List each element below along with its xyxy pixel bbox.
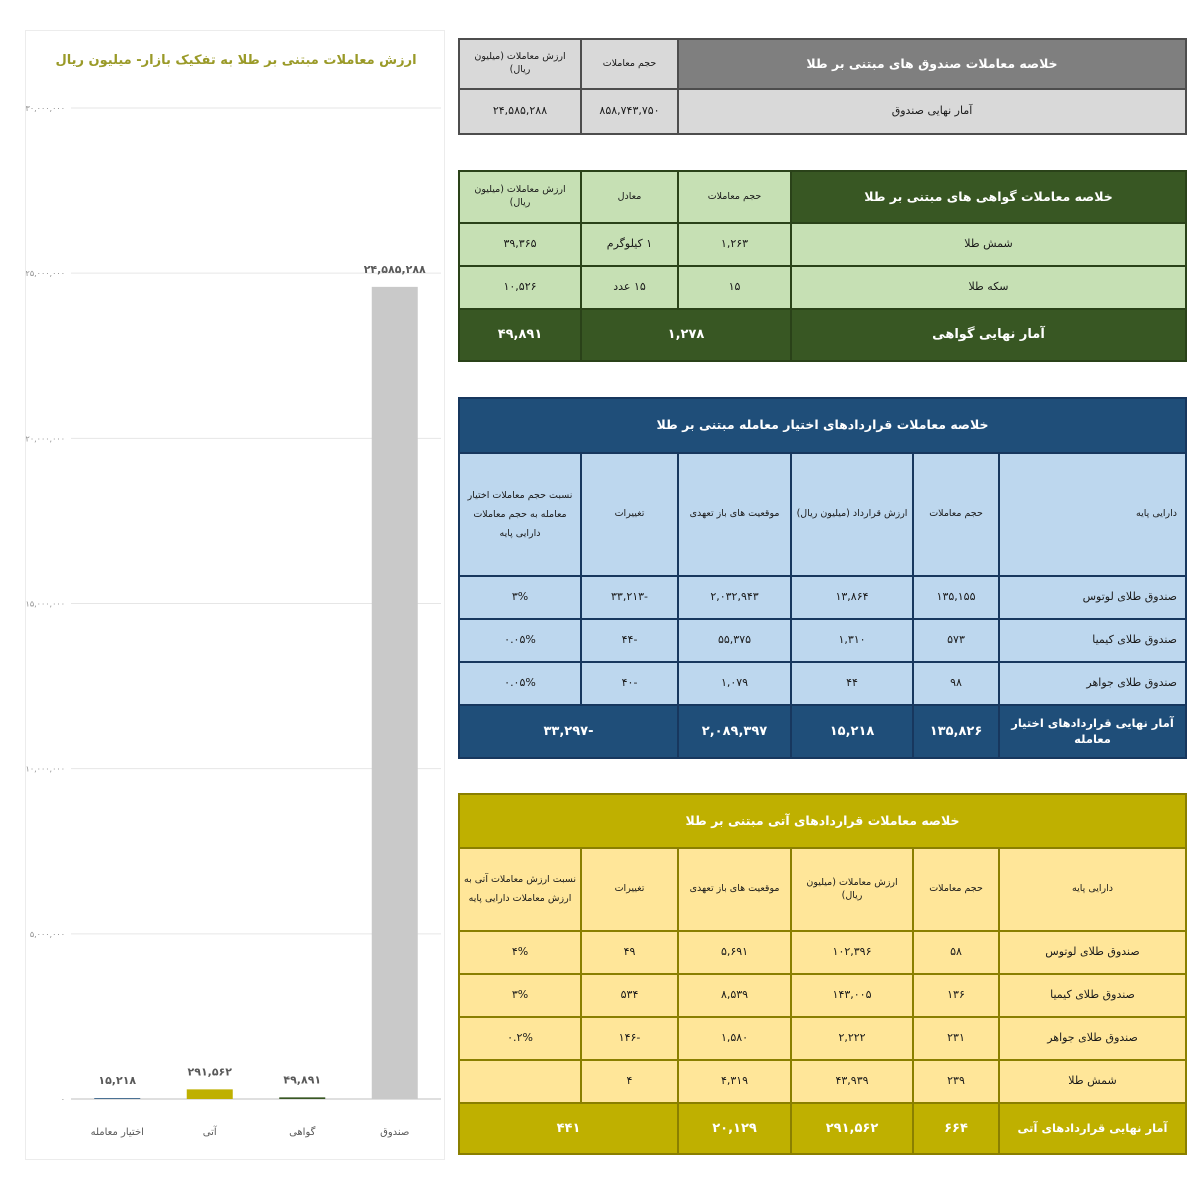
futures-summary-title: خلاصه معاملات قراردادهای آتی مبتنی بر طلا [459, 794, 1186, 848]
changes-cell: ۵۳۴ [581, 974, 678, 1017]
value-header: ارزش قرارداد (میلیون ریال) [791, 453, 913, 576]
total-volume: ۱,۲۷۸ [581, 309, 791, 361]
row-label: آمار نهایی صندوق [678, 89, 1186, 134]
total-value: ۲۹۱,۵۶۲ [791, 1103, 913, 1154]
row-label: سکه طلا [791, 266, 1186, 309]
volume-cell: ۱,۲۶۳ [678, 223, 791, 266]
volume-header: حجم معاملات [913, 453, 999, 576]
open-positions-cell: ۸,۵۳۹ [678, 974, 791, 1017]
volume-cell: ۸۵۸,۷۴۳,۷۵۰ [581, 89, 678, 134]
bar-value-label: ۱۵,۲۱۸ [98, 1074, 137, 1088]
options-summary-table [458, 397, 1187, 759]
bar [187, 1089, 233, 1099]
total-changes: ۴۴۱ [459, 1103, 678, 1154]
table-row [459, 1017, 1186, 1060]
asset-cell: صندوق طلای لوتوس [999, 931, 1186, 974]
gold-certificates-summary-title: خلاصه معاملات گواهی های مبتنی بر طلا [791, 171, 1186, 223]
ratio-cell: ۰.۲% [459, 1017, 581, 1060]
asset-cell: صندوق طلای کیمیا [999, 974, 1186, 1017]
y-tick-label: ۲۰,۰۰۰,۰۰۰ [26, 434, 65, 444]
table-header-row [459, 171, 1186, 223]
ratio-header: نسبت ارزش معاملات آتی به ارزش معاملات دارایی پایه [459, 848, 581, 931]
volume-cell: ۲۳۱ [913, 1017, 999, 1060]
y-tick-label: ۱۰,۰۰۰,۰۰۰ [26, 764, 65, 774]
volume-cell: ۵۷۳ [913, 619, 999, 662]
changes-cell: ۴۹ [581, 931, 678, 974]
chart-title: ارزش معاملات مبتنی بر طلا به تفکیک بازار- میلیون ریال [55, 53, 417, 68]
equivalent-cell: ۱ کیلوگرم [581, 223, 678, 266]
table-row [459, 974, 1186, 1017]
table-row [459, 931, 1186, 974]
y-tick-label: ۱۵,۰۰۰,۰۰۰ [26, 599, 65, 609]
ratio-cell: ۰.۰۵% [459, 619, 581, 662]
total-label: آمار نهایی قراردادهای آتی [999, 1103, 1186, 1154]
table-title-row [459, 398, 1186, 453]
total-volume: ۱۳۵,۸۲۶ [913, 705, 999, 758]
total-label: آمار نهایی گواهی [791, 309, 1186, 361]
changes-header: تغییرات [581, 848, 678, 931]
ratio-cell: ۰.۰۵% [459, 662, 581, 705]
changes-header: تغییرات [581, 453, 678, 576]
value-cell: ۲۴,۵۸۵,۲۸۸ [459, 89, 581, 134]
ratio-cell: ۴% [459, 931, 581, 974]
asset-cell: صندوق طلای کیمیا [999, 619, 1186, 662]
volume-cell: ۲۳۹ [913, 1060, 999, 1103]
table-row [459, 619, 1186, 662]
volume-cell: ۱۳۵,۱۵۵ [913, 576, 999, 619]
value-cell: ۱۰۲,۳۹۶ [791, 931, 913, 974]
value-cell: ۲,۲۲۲ [791, 1017, 913, 1060]
value-cell: ۱۴۳,۰۰۵ [791, 974, 913, 1017]
value-header: ارزش معاملات (میلیون ریال) [791, 848, 913, 931]
market-value-bar-chart [26, 31, 446, 1161]
value-header: ارزش معاملات (میلیون ریال) [459, 39, 581, 89]
y-tick-label: ۲۵,۰۰۰,۰۰۰ [26, 269, 65, 279]
changes-cell: -۱۴۶ [581, 1017, 678, 1060]
table-row [459, 1060, 1186, 1103]
table-total-row [459, 309, 1186, 361]
table-row [459, 576, 1186, 619]
total-value: ۱۵,۲۱۸ [791, 705, 913, 758]
ratio-cell: ۳% [459, 576, 581, 619]
y-tick-label: ۳۰,۰۰۰,۰۰۰ [26, 104, 65, 113]
table-header-row [459, 453, 1186, 576]
gold-certificates-summary-table [458, 170, 1187, 362]
value-cell: ۱۳,۸۶۴ [791, 576, 913, 619]
volume-cell: ۹۸ [913, 662, 999, 705]
open-positions-cell: ۱,۰۷۹ [678, 662, 791, 705]
bar [372, 287, 418, 1099]
volume-header: حجم معاملات [913, 848, 999, 931]
x-tick-label: اختیار معامله [90, 1127, 144, 1138]
total-label: آمار نهایی قراردادهای اختیار معامله [999, 705, 1186, 758]
value-cell: ۱,۳۱۰ [791, 619, 913, 662]
underlying-asset-header: دارایی پایه [999, 848, 1186, 931]
volume-cell: ۱۵ [678, 266, 791, 309]
open-positions-header: موقعیت های باز تعهدی [678, 453, 791, 576]
changes-cell: -۳۳,۲۱۳ [581, 576, 678, 619]
value-cell: ۴۴ [791, 662, 913, 705]
bar-value-label: ۲۴,۵۸۵,۲۸۸ [363, 262, 426, 276]
value-cell: ۱۰,۵۲۶ [459, 266, 581, 309]
bar [279, 1097, 325, 1099]
table-total-row [459, 705, 1186, 758]
asset-cell: شمش طلا [999, 1060, 1186, 1103]
table-row [459, 89, 1186, 134]
y-tick-label: ۰ [60, 1095, 65, 1104]
table-row [459, 223, 1186, 266]
changes-cell: -۴۰ [581, 662, 678, 705]
volume-header: حجم معاملات [678, 171, 791, 223]
options-summary-title: خلاصه معاملات قراردادهای اختیار معامله مبتنی بر طلا [459, 398, 1186, 453]
value-cell: ۴۳,۹۳۹ [791, 1060, 913, 1103]
total-value: ۴۹,۸۹۱ [459, 309, 581, 361]
open-positions-cell: ۵۵,۳۷۵ [678, 619, 791, 662]
market-value-chart-panel [25, 30, 445, 1160]
open-positions-cell: ۱,۵۸۰ [678, 1017, 791, 1060]
table-row [459, 662, 1186, 705]
table-header-row [459, 39, 1186, 89]
table-row [459, 266, 1186, 309]
open-positions-header: موقعیت های باز تعهدی [678, 848, 791, 931]
volume-cell: ۵۸ [913, 931, 999, 974]
open-positions-cell: ۴,۳۱۹ [678, 1060, 791, 1103]
table-total-row [459, 1103, 1186, 1154]
equivalent-header: معادل [581, 171, 678, 223]
open-positions-cell: ۲,۰۳۲,۹۴۳ [678, 576, 791, 619]
total-changes: -۳۳,۲۹۷ [459, 705, 678, 758]
volume-header: حجم معاملات [581, 39, 678, 89]
open-positions-cell: ۵,۶۹۱ [678, 931, 791, 974]
y-tick-label: ۵,۰۰۰,۰۰۰ [29, 929, 65, 939]
row-label: شمش طلا [791, 223, 1186, 266]
gold-funds-summary-title: خلاصه معاملات صندوق های مبتنی بر طلا [678, 39, 1186, 89]
futures-summary-table [458, 793, 1187, 1155]
bar-value-label: ۴۹,۸۹۱ [283, 1073, 322, 1087]
total-open-positions: ۲۰,۱۲۹ [678, 1103, 791, 1154]
x-tick-label: صندوق [380, 1127, 410, 1138]
changes-cell: ۴ [581, 1060, 678, 1103]
volume-cell: ۱۳۶ [913, 974, 999, 1017]
table-header-row [459, 848, 1186, 931]
gold-funds-summary-table [458, 38, 1187, 135]
equivalent-cell: ۱۵ عدد [581, 266, 678, 309]
value-header: ارزش معاملات (میلیون ریال) [459, 171, 581, 223]
table-title-row [459, 794, 1186, 848]
bar [94, 1098, 140, 1099]
value-cell: ۳۹,۳۶۵ [459, 223, 581, 266]
asset-cell: صندوق طلای لوتوس [999, 576, 1186, 619]
total-volume: ۶۶۴ [913, 1103, 999, 1154]
ratio-header: نسبت حجم معاملات اختیار معامله به حجم معاملات دارایی پایه [459, 453, 581, 576]
ratio-cell [459, 1060, 581, 1103]
bar-value-label: ۲۹۱,۵۶۲ [187, 1065, 232, 1079]
ratio-cell: ۳% [459, 974, 581, 1017]
asset-cell: صندوق طلای جواهر [999, 1017, 1186, 1060]
total-open-positions: ۲,۰۸۹,۳۹۷ [678, 705, 791, 758]
changes-cell: -۴۴ [581, 619, 678, 662]
underlying-asset-header: دارایی پایه [999, 453, 1186, 576]
asset-cell: صندوق طلای جواهر [999, 662, 1186, 705]
x-tick-label: آتی [202, 1127, 217, 1138]
x-tick-label: گواهی [289, 1127, 316, 1138]
